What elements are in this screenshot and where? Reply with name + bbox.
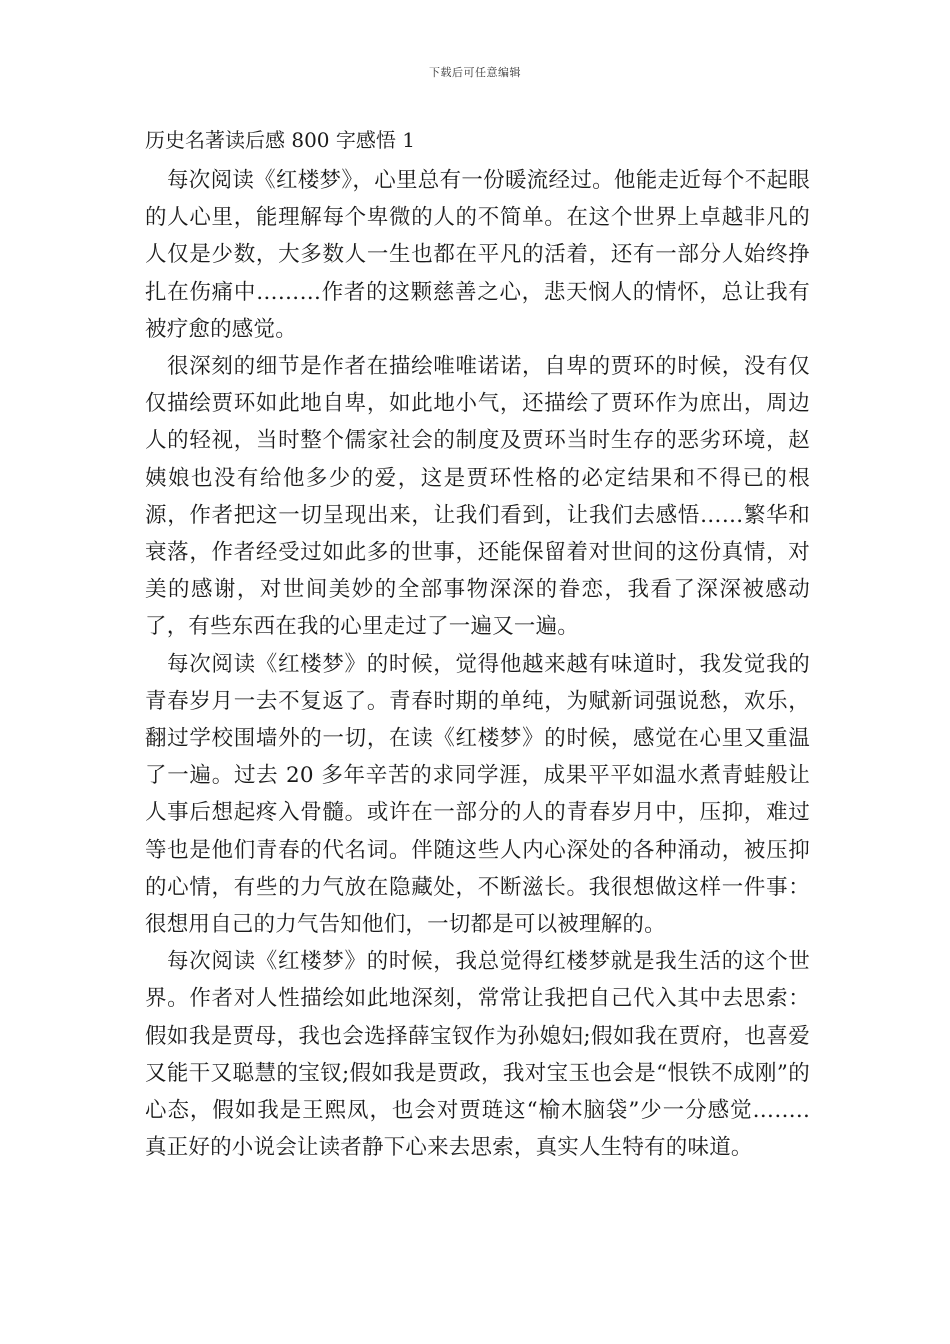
header-note: 下载后可任意编辑 bbox=[429, 66, 521, 79]
paragraph-3: 每次阅读《红楼梦》的时候，觉得他越来越有味道时，我发觉我的青春岁月一去不复返了。青春时期的单纯，为赋新词强说愁，欢乐，翻过学校围墙外的一切，在读《红楼梦》的时候，感觉在心里又重温了一遍。过去 20 多年辛苦的求同学涯，成果平平如温水煮青蛙般让人事后想起疼入骨髓。或许在一部分的人的青春岁月中，压抑，难过等也是他们青春的代名词。伴随这些人内心深处的各种涌动，被压抑的心情，有些的力气放在隐藏处，不断滋长。我很想做这样一件事：很想用自己的力气告知他们，一切都是可以被理解的。 bbox=[145, 651, 810, 938]
paragraph-1: 每次阅读《红楼梦》，心里总有一份暖流经过。他能走近每个不起眼的人心里，能理解每个卑微的人的不简单。在这个世界上卓越非凡的人仅是少数，大多数人一生也都在平凡的活着，还有一部分人始终挣扎在伤痛中………作者的这颗慈善之心，悲天悯人的情怀，总让我有被疗愈的感觉。 bbox=[145, 168, 810, 342]
document-title: 历史名著读后感 800 字感悟 1 bbox=[145, 128, 415, 152]
paragraph-2: 很深刻的细节是作者在描绘唯唯诺诺，自卑的贾环的时候，没有仅仅描绘贾环如此地自卑，如此地小气，还描绘了贾环作为庶出，周边人的轻视，当时整个儒家社会的制度及贾环当时生存的恶劣环境，赵姨娘也没有给他多少的爱，这是贾环性格的必定结果和不得已的根源，作者把这一切呈现出来，让我们看到，让我们去感悟……繁华和衰落，作者经受过如此多的世事，还能保留着对世间的这份真情，对美的感谢，对世间美妙的全部事物深深的眷恋，我看了深深被感动了，有些东西在我的心里走过了一遍又一遍。 bbox=[145, 354, 810, 640]
paragraph-4: 每次阅读《红楼梦》的时候，我总觉得红楼梦就是我生活的这个世界。作者对人性描绘如此地深刻，常常让我把自己代入其中去思索：假如我是贾母，我也会选择薛宝钗作为孙媳妇;假如我在贾府，也喜爱又能干又聪慧的宝钗;假如我是贾政，我对宝玉也会是“恨铁不成刚”的心态，假如我是王熙凤，也会对贾琏这“榆木脑袋”少一分感觉……..真正好的小说会让读者静下心来去思索，真实人生特有的味道。 bbox=[145, 949, 810, 1161]
document-body bbox=[145, 126, 810, 1166]
